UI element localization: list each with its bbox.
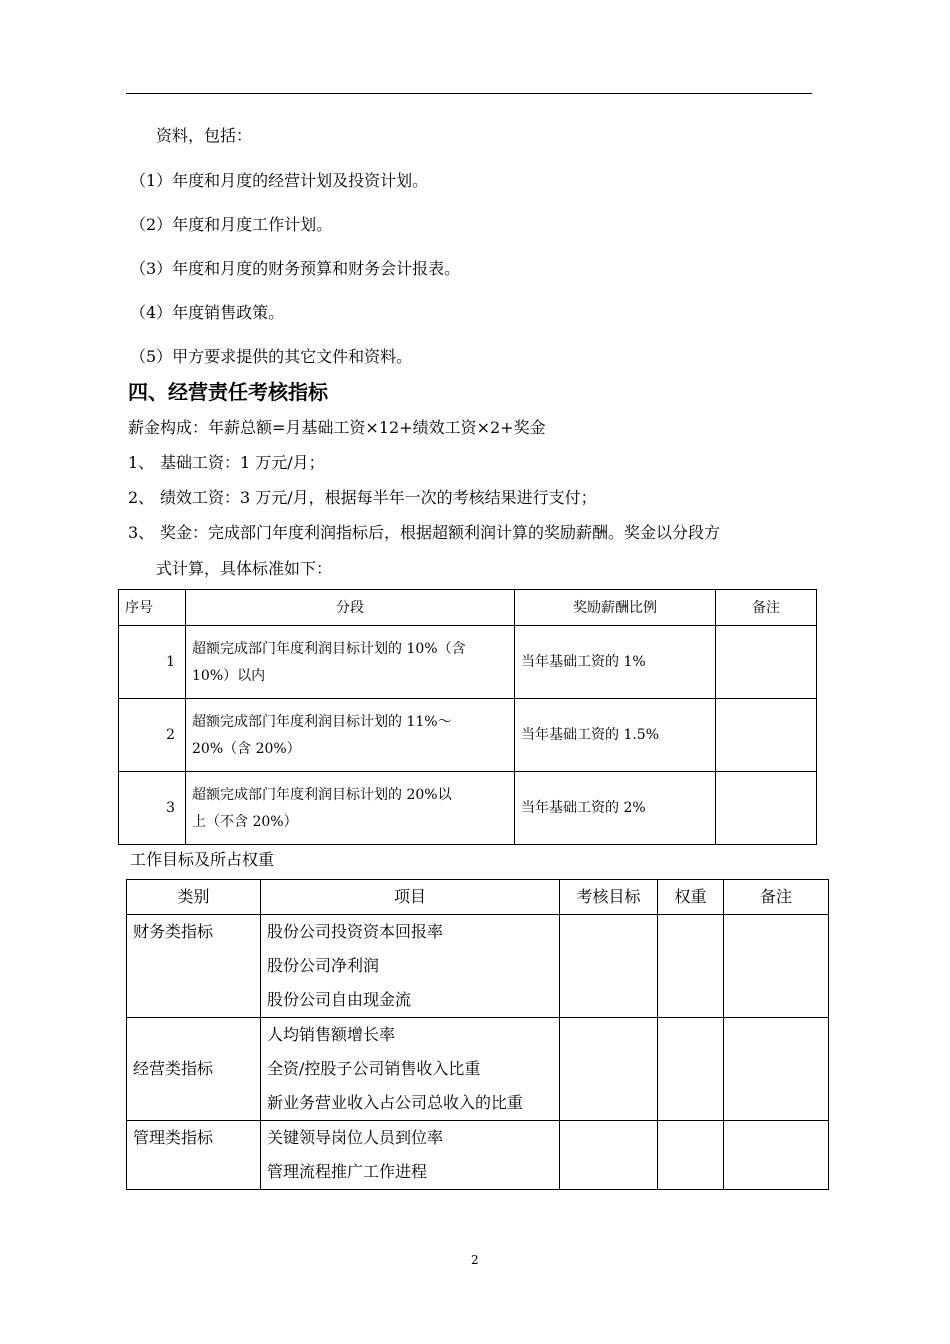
category-cell: 财务类指标 xyxy=(127,915,261,1018)
segment-line-1: 超额完成部门年度利润目标计划的 20%以 xyxy=(192,786,452,803)
category-cell: 经营类指标 xyxy=(127,1018,261,1121)
goals-caption: 工作目标及所占权重 xyxy=(130,850,275,869)
goals-table xyxy=(126,879,829,1190)
row-note xyxy=(716,772,817,845)
header-no: 序号 xyxy=(119,590,186,626)
weight-cell xyxy=(658,1121,724,1190)
page-number: 2 xyxy=(471,1253,479,1267)
list-item: 股份公司投资资本回报率 xyxy=(267,922,444,941)
item-1-text: 基础工资：1 万元/月； xyxy=(160,453,325,472)
header-ratio: 奖励薪酬比例 xyxy=(515,590,716,626)
list-item: 新业务营业收入占公司总收入的比重 xyxy=(267,1093,524,1112)
segment-line-2: 上（不含 20%） xyxy=(192,813,298,830)
items-cell xyxy=(261,1121,560,1190)
note-cell xyxy=(724,1121,829,1190)
bonus-table-header xyxy=(119,590,817,626)
list-item-1: （1）年度和月度的经营计划及投资计划。 xyxy=(130,171,429,190)
row-ratio: 当年基础工资的 1.5% xyxy=(515,699,716,772)
header-weight: 权重 xyxy=(658,880,724,915)
header-rule xyxy=(126,93,812,94)
list-item-4: （4）年度销售政策。 xyxy=(130,303,285,322)
row-note xyxy=(716,626,817,699)
section-title: 四、经营责任考核指标 xyxy=(128,380,328,404)
weight-cell xyxy=(658,915,724,1018)
list-item-5: （5）甲方要求提供的其它文件和资料。 xyxy=(130,347,413,366)
bonus-table xyxy=(118,589,817,845)
row-no: 2 xyxy=(119,699,186,772)
row-no: 3 xyxy=(119,772,186,845)
list-item: 人均销售额增长率 xyxy=(267,1025,396,1044)
header-category: 类别 xyxy=(127,880,261,915)
list-item: 关键领导岗位人员到位率 xyxy=(267,1128,444,1147)
item-2-text: 绩效工资：3 万元/月，根据每半年一次的考核结果进行支付； xyxy=(160,488,597,507)
header-item: 项目 xyxy=(261,880,560,915)
target-cell xyxy=(560,1018,658,1121)
list-item-3: （3）年度和月度的财务预算和财务会计报表。 xyxy=(130,259,461,278)
intro-text: 资料，包括： xyxy=(156,126,253,145)
items-cell xyxy=(261,1018,560,1121)
list-item: 股份公司净利润 xyxy=(267,956,380,975)
item-3-continuation: 式计算，具体标准如下： xyxy=(156,559,333,578)
row-no: 1 xyxy=(119,626,186,699)
header-note: 备注 xyxy=(724,880,829,915)
category-cell: 管理类指标 xyxy=(127,1121,261,1190)
item-3-text: 奖金：完成部门年度利润指标后，根据超额利润计算的奖励薪酬。奖金以分段方 xyxy=(160,523,721,542)
segment-line-2: 20%（含 20%） xyxy=(192,740,301,757)
table-row xyxy=(119,699,817,772)
target-cell xyxy=(560,915,658,1018)
table-row xyxy=(119,772,817,845)
note-cell xyxy=(724,915,829,1018)
list-item: 全资/控股子公司销售收入比重 xyxy=(267,1059,481,1078)
header-target: 考核目标 xyxy=(560,880,658,915)
target-cell xyxy=(560,1121,658,1190)
note-cell xyxy=(724,1018,829,1121)
row-segment xyxy=(186,626,515,699)
salary-formula: 薪金构成：年薪总额=月基础工资×12+绩效工资×2+奖金 xyxy=(128,418,546,437)
list-item: 股份公司自由现金流 xyxy=(267,990,412,1009)
table-row xyxy=(119,626,817,699)
item-3-number: 3、 xyxy=(128,523,155,542)
segment-line-2: 10%）以内 xyxy=(192,667,266,684)
segment-line-1: 超额完成部门年度利润目标计划的 11%～ xyxy=(192,713,452,730)
row-note xyxy=(716,699,817,772)
table-row xyxy=(127,1018,829,1121)
item-2-number: 2、 xyxy=(128,488,155,507)
items-cell xyxy=(261,915,560,1018)
header-note: 备注 xyxy=(716,590,817,626)
header-segment: 分段 xyxy=(186,590,515,626)
row-segment xyxy=(186,699,515,772)
weight-cell xyxy=(658,1018,724,1121)
table-row xyxy=(127,915,829,1018)
row-segment xyxy=(186,772,515,845)
item-1-number: 1、 xyxy=(128,453,155,472)
list-item: 管理流程推广工作进程 xyxy=(267,1162,428,1181)
row-ratio: 当年基础工资的 2% xyxy=(515,772,716,845)
segment-line-1: 超额完成部门年度利润目标计划的 10%（含 xyxy=(192,640,466,657)
goals-table-header xyxy=(127,880,829,915)
list-item-2: （2）年度和月度工作计划。 xyxy=(130,215,333,234)
row-ratio: 当年基础工资的 1% xyxy=(515,626,716,699)
table-row xyxy=(127,1121,829,1190)
